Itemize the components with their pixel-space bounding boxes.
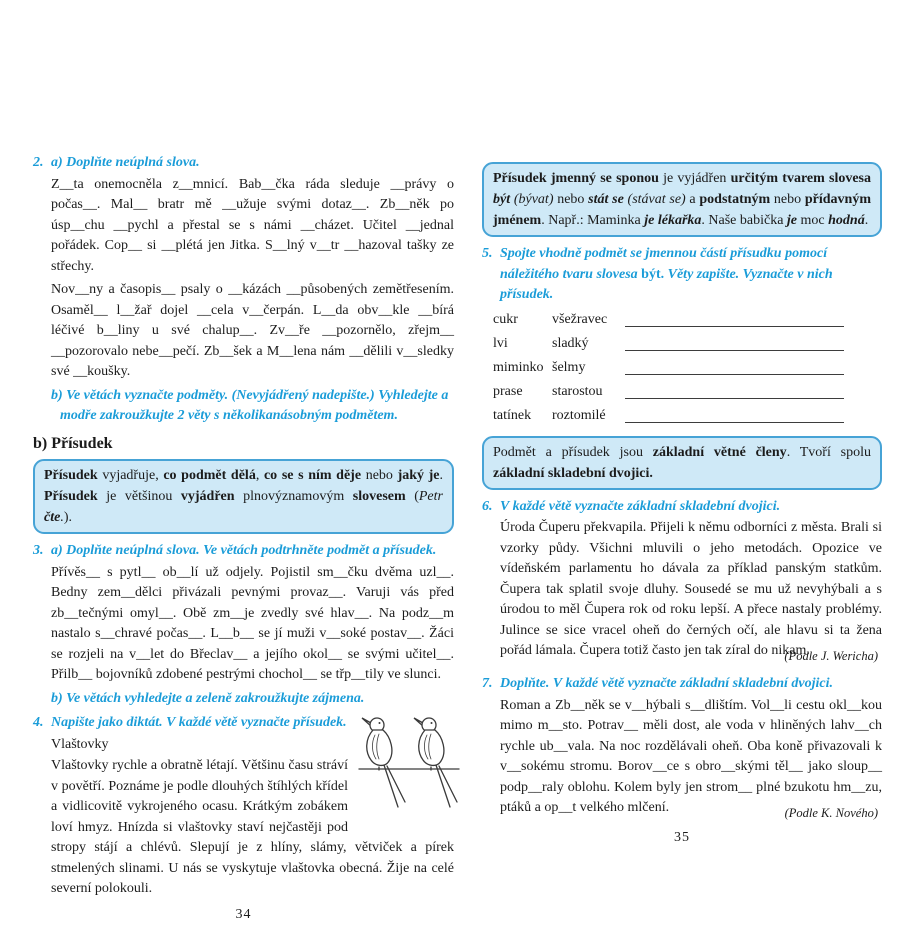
match-subject: tatínek [493,406,552,427]
match-complement: šelmy [552,358,615,379]
match-row [493,331,882,355]
exercise-4-text: Vlaštovky rychle a obratně létají. Většinu času stráví v povětří. Poznáme je podle dlouhých štíhlých křídel a vidlicovitě vykrojeného ocasu. Krátkým zobákem loví hmyz. Hnízda si vlaštovky staví nejčastěji pod stropy stájí a chlévů. Slepují je z hlíny, slámy, větviček a pírek stmelených slinami. U nás se vyskytuje vlaštovka obecná. Žije na celé severní polokouli. [51,758,454,896]
answer-line [625,361,844,375]
exercise-2-number: 2. [33,153,51,174]
infobox-zakladni-vetne-cleny: Podmět a přísudek jsou základní větné členy. Tvoří spolu základní skladební dvojici. [482,436,882,490]
page-number-right: 35 [482,828,882,849]
section-title-prisudek: b) Přísudek [33,434,454,455]
matching-table [482,307,882,427]
dictation-title: Vlaštovky [51,735,454,756]
match-row [493,379,882,403]
exercise-6 [482,497,882,667]
match-subject: lvi [493,334,552,355]
exercise-3-body: Přívěs__ s pytl__ ob__lí už odjely. Pojistil sm__čku dvěma uzl__. Bedny zem__dělci přivázali pevnými provaz__. Varuji vás před zb__tečnými omyl__. Obě zm__je zvedly své hlav__. Na podz__m nastalo s__chravé počas__. L__b__ se jí muži v__soké postav__. Žáci se rozjeli na v__let do Břeclav__ a jejího okol__ se svými učitel__. Přilb__ bojovníků zdobené pestrými chochol__ se třp__tily ve slunci. [51,563,454,686]
exercise-2-paragraph-1: Z__ta onemocněla z__mnicí. Bab__čka ráda sleduje __právy o počas__. Mal__ bratr mě __užuje svými dotaz__. Zb__něk po úsp__chu __pychl a přestal se s námi __cházet. Učitel __jednal pořádek. Cop__ si __plétá jen Jitka. S__lný v__tr __hazoval tašky ze střechy. [51,175,454,278]
exercise-3 [33,541,454,709]
answer-line [625,409,844,423]
exercise-7-body: Roman a Zb__něk se v__hýbali s__dlištím. Vol__li cestu okl__kou mimo m__sto. Potrav__ měli dost, ale voda v hliněných lahv__ch rychle ub__vala. Na noc rozdělávali oheň. Oba koně přivazovali k v__sokému stromu. Borov__ce s obro__skými těl__ jako sloup__ podp__raly oblohu. Kolem byly jen strom__ plné bzukotu hm__zu, ptáků a op__t velkého mlčení. [500,696,882,819]
attribution: (Podle K. Nového) [482,803,878,824]
match-complement: starostou [552,382,615,403]
exercise-2-heading: a) Doplňte neúplná slova. [51,153,454,174]
exercise-6-body: Úroda Čuperu překvapila. Přijeli k němu odborníci z města. Brali si vzorky půdy. Všichni mluvili o jeho metodách. Opozice ve vídeňském parlamentu ho dávala za příklad panským statkům. Čupera tak splatil svoje dluhy. Sousedé se mu už nevyhýbali a s úrodou to měl Čupera rok od roku lepší. A přece nastaly problémy. Julince se sice vracel oheň do černých očí, ale hlavu si ta žena pořád lámala. Čupera totiž často jen tak zíral do nikam. [500,518,882,662]
exercise-7-heading: Doplňte. V každé větě vyznačte základní skladební dvojici. [500,674,882,695]
match-row [493,403,882,427]
exercise-7 [482,674,882,823]
page-34 [33,150,454,925]
match-row [493,355,882,379]
exercise-3-number: 3. [33,541,51,562]
match-row [493,307,882,331]
exercise-3-heading: a) Doplňte neúplná slova. Ve větách podtrhněte podmět a přísudek. [51,541,454,562]
exercise-6-heading: V každé větě vyznačte základní skladební dvojici. [500,497,882,518]
exercise-7-number: 7. [482,674,500,695]
exercise-5 [482,244,882,427]
infobox-prisudek-jmenny: Přísudek jmenný se sponou je vyjádřen určitým tvarem slovesa být (bývat) nebo stát se (stávat se) a podstatným nebo přídavným jménem. Např.: Maminka je lékařka. Naše babička je moc hodná. [482,162,882,237]
exercise-4-heading: Napište jako diktát. V každé větě vyznačte přísudek. [51,713,454,734]
exercise-4 [33,713,454,900]
exercise-5-heading: Spojte vhodně podmět se jmennou částí přísudku pomocí náležitého tvaru slovesa být. Věty zapište. Vyznačte v nich přísudek. [500,244,882,306]
match-complement: všežravec [552,310,615,331]
attribution: (Podle J. Wericha) [482,646,878,667]
match-subject: miminko [493,358,552,379]
exercise-2 [33,153,454,427]
page-35 [482,160,882,849]
match-subject: cukr [493,310,552,331]
answer-line [625,385,844,399]
answer-line [625,337,844,351]
match-subject: prase [493,382,552,403]
exercise-4-body [51,756,454,900]
exercise-4-number: 4. [33,713,51,734]
exercise-5-number: 5. [482,244,500,306]
match-complement: sladký [552,334,615,355]
exercise-6-number: 6. [482,497,500,518]
match-complement: roztomilé [552,406,615,427]
exercise-2-subheading: b) Ve větách vyznačte podměty. (Nevyjádřený nadepište.) Vyhledejte a modře zakroužkujte 2 věty s několikanásobným podmětem. [51,386,454,427]
infobox-prisudek-definition: Přísudek vyjadřuje, co podmět dělá, co se s ním děje nebo jaký je. Přísudek je většinou vyjádřen plnovýznamovým slovesem (Petr čte.). [33,459,454,534]
exercise-2-paragraph-2: Nov__ny a časopis__ psaly o __kázách __působených zemětřesením. Osaměl__ l__žař dojel __cela v__čerpán. L__da obv__kle __bírá léčivé b__liny u své chalup__. Zv__ře __pozornělo, zřejm__ __pozorovalo nebe__pečí. Zb__šek a M__lena nám __dělili v__sledky své __koušky. [51,280,454,383]
page-number-left: 34 [33,905,454,925]
answer-line [625,313,844,327]
exercise-3-subheading: b) Ve větách vyhledejte a zeleně zakroužkujte zájmena. [51,689,454,710]
